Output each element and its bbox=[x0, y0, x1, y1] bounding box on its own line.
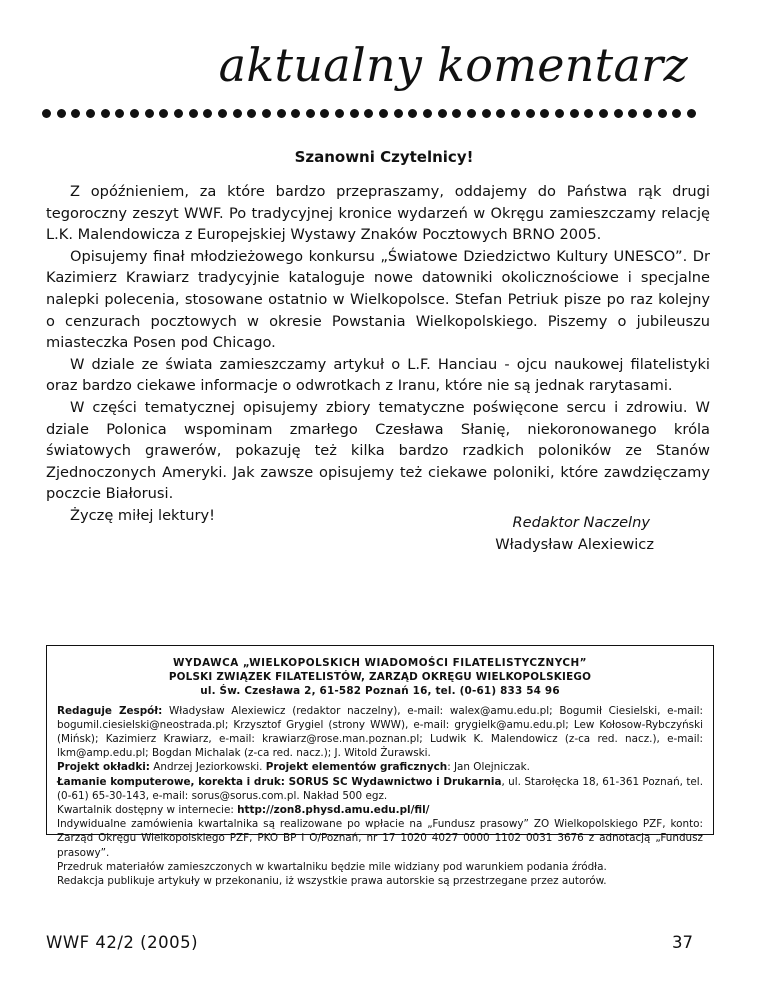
cover-label: Projekt okładki: bbox=[57, 761, 150, 774]
divider-dot bbox=[599, 109, 608, 118]
divider-dot bbox=[130, 109, 139, 118]
graphics-label: Projekt elementów graficznych bbox=[265, 761, 448, 774]
divider-dot bbox=[570, 109, 579, 118]
publisher-info-box bbox=[46, 645, 714, 888]
divider-dot bbox=[658, 109, 667, 118]
divider-dot bbox=[159, 109, 168, 118]
divider-dot bbox=[145, 109, 154, 118]
page-title: aktualny komentarz bbox=[218, 38, 688, 92]
divider-dot bbox=[687, 109, 696, 118]
paragraph: Życzę miłej lektury! bbox=[70, 506, 215, 524]
divider-dot bbox=[555, 109, 564, 118]
divider-dot bbox=[467, 109, 476, 118]
divider-dot bbox=[438, 109, 447, 118]
internet-text: Kwartalnik dostępny w internecie: bbox=[57, 804, 238, 817]
divider-dot bbox=[101, 109, 110, 118]
paragraph: Opisujemy finał młodzieżowego konkursu „Światowe Dziedzictwo Kultury UNESCO”. Dr Kazimierz Krawiarz tradycyjnie kataloguje nowe datowniki okolicznościowe i specjalne nalepki polecenia, stosowane ostatnio w Wielkopolsce. Stefan Petriuk pisze po raz kolejny o cenzurach pocztowych w okresie Powstania Wielkopolskiego. Piszemy o jubileuszu miasteczka Posen pod Chicago. bbox=[46, 247, 710, 352]
divider-dot bbox=[496, 109, 505, 118]
divider-dot bbox=[379, 109, 388, 118]
divider-dot bbox=[364, 109, 373, 118]
divider-dot bbox=[540, 109, 549, 118]
divider-dot bbox=[511, 109, 520, 118]
divider-dot bbox=[584, 109, 593, 118]
divider-dot bbox=[247, 109, 256, 118]
divider-dot bbox=[408, 109, 417, 118]
divider-dot bbox=[320, 109, 329, 118]
divider-dot bbox=[115, 109, 124, 118]
divider-dot bbox=[189, 109, 198, 118]
divider-dot bbox=[335, 109, 344, 118]
orders-text: Indywidualne zamówienia kwartalnika są realizowane po wpłacie na „Fundusz prasowy” ZO Wielkopolskiego PZF, konto: Zarząd Okręgu Wielkopolskiego PZF, PKO BP I O/Poznań, nr 17 1020 4027 0000 1102 0031 3676 z adnotacją „Fundusz prasowy”. bbox=[57, 818, 703, 859]
divider-dot bbox=[614, 109, 623, 118]
salutation: Szanowni Czytelnicy! bbox=[294, 148, 474, 166]
divider-dot bbox=[452, 109, 461, 118]
divider-dot bbox=[291, 109, 300, 118]
letter-body bbox=[46, 181, 710, 527]
divider-dot bbox=[86, 109, 95, 118]
publisher-line-2: POLSKI ZWIĄZEK FILATELISTÓW, ZARZĄD OKRĘGU WIELKOPOLSKIEGO bbox=[168, 671, 592, 684]
print-credits bbox=[57, 775, 703, 803]
cover-text: Andrzej Jeziorkowski. bbox=[149, 761, 266, 774]
print-text: , ul. Starołęcka 18, 61-361 Poznań, tel. (0-61) 65-30-143, e-mail: sorus@sorus.com.pl. Nakład 500 egz. bbox=[57, 775, 703, 802]
design-credits bbox=[57, 760, 703, 774]
divider-dot bbox=[277, 109, 286, 118]
divider-dot bbox=[262, 109, 271, 118]
page-number: 37 bbox=[672, 933, 693, 952]
divider-dot bbox=[350, 109, 359, 118]
divider-dot bbox=[482, 109, 491, 118]
issue-label: WWF 42/2 (2005) bbox=[46, 933, 199, 952]
print-label: Łamanie komputerowe, korekta i druk: SORUS SC Wydawnictwo i Drukarnia bbox=[57, 775, 502, 788]
internet-line bbox=[57, 803, 703, 817]
signature bbox=[491, 512, 654, 556]
divider-dot bbox=[233, 109, 242, 118]
internet-url: http://zon8.physd.amu.edu.pl/fil/ bbox=[237, 804, 430, 817]
divider-dot bbox=[526, 109, 535, 118]
publisher-address: ul. Św. Czesława 2, 61-582 Poznań 16, tel. (0-61) 833 54 96 bbox=[200, 685, 560, 698]
divider-dot bbox=[218, 109, 227, 118]
team-text: Władysław Alexiewicz (redaktor naczelny), e-mail: walex@amu.edu.pl; Bogumił Ciesielski, e-mail: bogumil.ciesielski@neostrada.pl; Krzysztof Grygiel (strony WWW), e-mail: grygielk@amu.edu.pl; Lew Kołosow-Rybczyński (Mińsk); Kazimierz Krawiarz, e-mail: krawiarz@rose.man.poznan.pl; Ludwik K. Malendowicz (z-ca red. nacz.), e-mail: lkm@amp.edu.pl; Bogdan Michalak (z-ca red. nacz.); J. Witold Żurawski. bbox=[57, 704, 704, 760]
divider-dot bbox=[306, 109, 315, 118]
paragraph: W części tematycznej opisujemy zbiory tematyczne poświęcone sercu i zdrowiu. W dziale Polonica wspominam zmarłego Czesława Słanię, niekoronowanego króla światowych grawerów, pokazuję też kilka bardzo rzadkich poloników ze Stanów Zjednoczonych Ameryki. Jak zawsze opisujemy też ciekawe poloniki, które zawdzięczamy poczcie Białorusi. bbox=[46, 398, 710, 503]
divider-dot bbox=[71, 109, 80, 118]
paragraph: Z opóźnieniem, za które bardzo przepraszamy, oddajemy do Państwa rąk drugi tegoroczny zeszyt WWF. Po tradycyjnej kronice wydarzeń w Okręgu zamieszczamy relację L.K. Malendowicza z Europejskiej Wystawy Znaków Pocztowych BRNO 2005. bbox=[46, 183, 710, 244]
graphics-text: : Jan Olejniczak. bbox=[447, 761, 530, 774]
divider-dot bbox=[672, 109, 681, 118]
dotted-divider bbox=[42, 106, 696, 120]
divider-dot bbox=[643, 109, 652, 118]
divider-dot bbox=[42, 109, 51, 118]
divider-dot bbox=[628, 109, 637, 118]
divider-dot bbox=[203, 109, 212, 118]
divider-dot bbox=[174, 109, 183, 118]
reprint-note: Przedruk materiałów zamieszczonych w kwartalniku będzie mile widziany pod warunkiem podania źródła. bbox=[57, 860, 607, 873]
signature-name: Władysław Alexiewicz bbox=[495, 536, 654, 553]
paragraph: W dziale ze świata zamieszczamy artykuł o L.F. Hanciau - ojcu naukowej filatelistyki oraz bardzo ciekawe informacje o odwrotkach z Iranu, które nie są jednak rarytasami. bbox=[46, 355, 710, 395]
copyright-note: Redakcja publikuje artykuły w przekonaniu, iż wszystkie prawa autorskie są przestrzegane przez autorów. bbox=[57, 875, 607, 888]
signature-role: Redaktor Naczelny bbox=[512, 514, 650, 531]
publisher-line-1: WYDAWCA „WIELKOPOLSKICH WIADOMOŚCI FILATELISTYCZNYCH” bbox=[172, 657, 587, 669]
editorial-team bbox=[57, 704, 703, 761]
team-label: Redaguje Zespół: bbox=[57, 704, 163, 717]
divider-dot bbox=[423, 109, 432, 118]
divider-dot bbox=[57, 109, 66, 118]
divider-dot bbox=[394, 109, 403, 118]
